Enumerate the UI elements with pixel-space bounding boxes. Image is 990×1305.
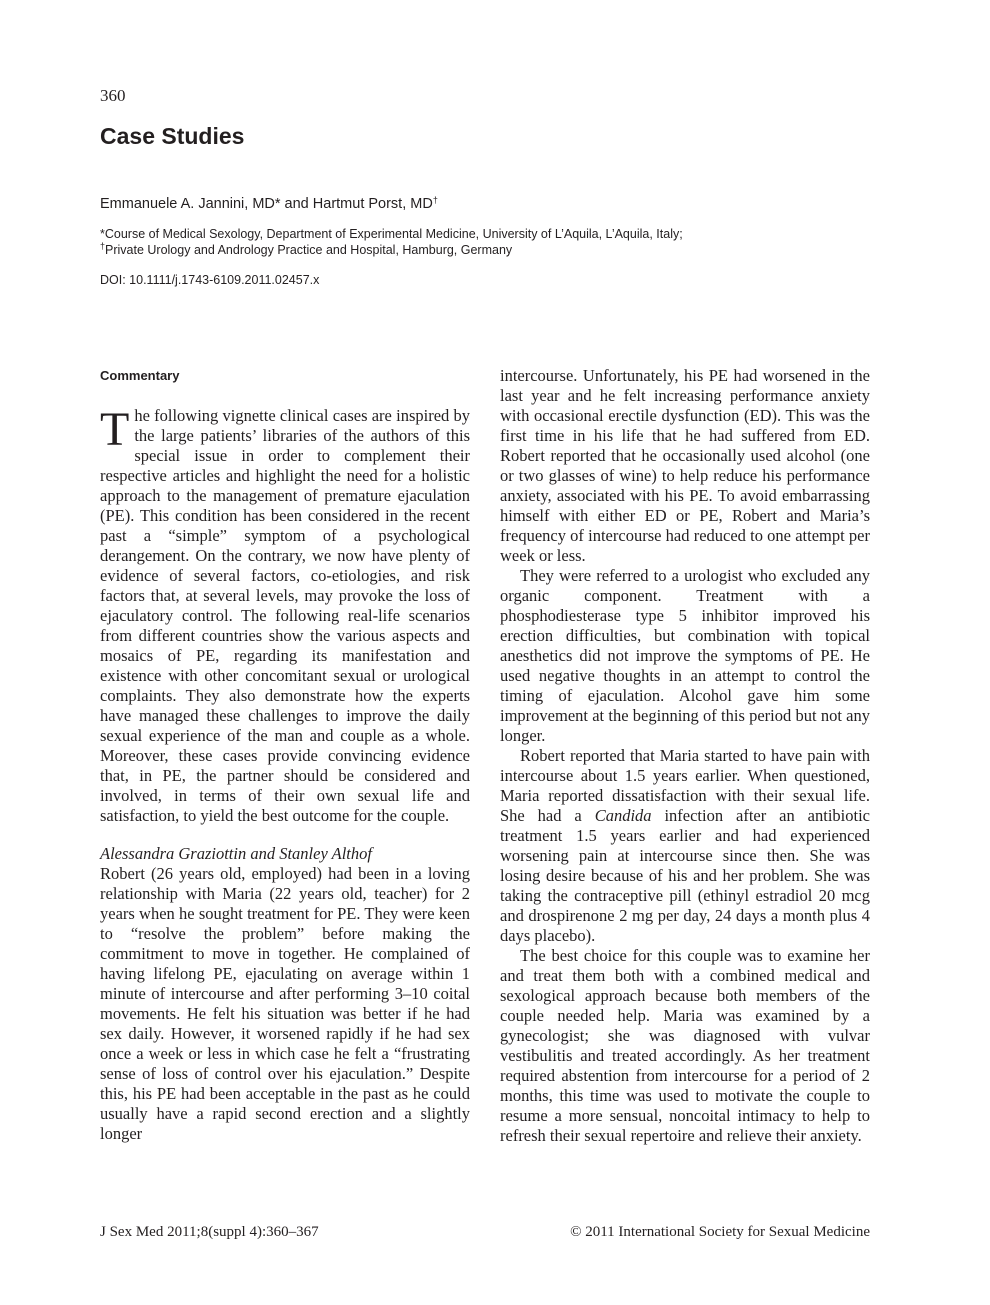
body-paragraph: They were referred to a urologist who excluded any organic component. Treatment with a phosphodiesterase type 5 inhibitor improved his erection difficulties, but combination with topical anesthetics did not improve the symptoms of PE. He used negative thoughts in an attempt to control the timing of ejaculation. Alcohol gave him some improvement at the beginning of this period but not any longer. (500, 566, 870, 745)
copyright-notice: © 2011 International Society for Sexual Medicine (570, 1224, 870, 1240)
journal-citation: J Sex Med 2011;8(suppl 4):360–367 (100, 1224, 319, 1240)
drop-cap: T (100, 403, 130, 456)
intro-paragraph-text: he following vignette clinical cases are inspired by the large patients’ libraries of the authors of this special issue in order to complement their respective articles and highlight the need for a holistic approach to the management of premature ejaculation (PE). This condition has been considered in the recent past a “simple” symptom of a psychological derangement. On the contrary, we now have plenty of evidence of several factors, co-etiologies, and risk factors that, at several levels, may provoke the loss of ejaculatory control. The following real-life scenarios from different countries show the various aspects and mosaics of PE, regarding its manifestation and existence with other concomitant sexual or urological complaints. They also demonstrate how the experts have managed these challenges to improve the daily sexual experience of the man and couple as a whole. Moreover, these cases provide convincing evidence that, in PE, the partner should be considered and involved, in terms of their own sexual life and satisfaction, to yield the best outcome for the couple. (100, 406, 470, 825)
paragraph-text: Robert reported that Maria started to have pain with intercourse about 1.5 years earlier. When questioned, Maria reported dissatisfaction with their sexual life. She had a (500, 746, 870, 825)
authors-line (100, 196, 438, 212)
body-paragraph (500, 746, 870, 946)
affiliations (100, 226, 683, 258)
affiliation-1: *Course of Medical Sexology, Department of Experimental Medicine, University of L’Aquila, L’Aquila, Italy; (100, 227, 683, 241)
body-paragraph: The best choice for this couple was to examine her and treat them both with a combined medical and sexological approach because both members of the couple needed help. Maria was examined by a gynecologist; she was diagnosed with vulvar vestibulitis and treated accordingly. As her treatment required abstention from intercourse for a period of 2 months, this time was used to motivate the couple to resume a more sensual, noncoital intimacy to help to refresh their sexual repertoire and relieve their anxiety. (500, 946, 870, 1145)
italic-term: Candida (594, 806, 652, 825)
body-paragraph: intercourse. Unfortunately, his PE had worsened in the last year and he felt increasing performance anxiety with occasional erectile dysfunction (ED). This was the first time in his life that he had suffered from ED. Robert reported that he occasionally used alcohol (one or two glasses of wine) to help reduce his performance anxiety, associated with his PE. To avoid embarrassing himself with either ED or PE, Robert and Maria’s frequency of intercourse had reduced to one attempt per week or less. (500, 366, 870, 565)
paragraph-text: infection after an antibiotic treatment 1.5 years earlier and had experienced worsening pain at intercourse since then. She was losing desire because of his and her problem. She was taking the contraceptive pill (ethinyl estradiol 20 mcg and drospirenone 2 mg per day, 24 days a month plus 4 days placebo). (500, 806, 870, 945)
dagger-mark: † (100, 241, 106, 251)
authors-text: Emmanuele A. Jannini, MD* and Hartmut Porst, MD (100, 196, 433, 212)
page-title: Case Studies (100, 123, 245, 149)
dagger-mark: † (432, 195, 438, 205)
case-author-heading: Alessandra Graziottin and Stanley Althof (100, 844, 372, 863)
doi: DOI: 10.1111/j.1743-6109.2011.02457.x (100, 273, 320, 287)
right-column (500, 366, 870, 1146)
left-column (100, 366, 470, 1144)
affiliation-2-text: Private Urology and Andrology Practice and Hospital, Hamburg, Germany (105, 243, 513, 257)
case-paragraph: Robert (26 years old, employed) had been in a loving relationship with Maria (22 years old, teacher) for 2 years when he sought treatment for PE. They were keen to “resolve the problem” before making the commitment to move in together. He complained of having lifelong PE, ejaculating on average within 1 minute of intercourse and after performing 3–10 coital movements. He felt his situation was better if he had sex daily. However, it worsened rapidly if he had sex once a week or less in which case he felt a “frustrating sense of loss of control over his ejaculation.” Despite this, his PE had been acceptable in the past as he could usually have a rapid second erection and a slightly longer (100, 864, 470, 1143)
page-number: 360 (100, 86, 126, 105)
intro-paragraph (100, 403, 470, 826)
section-heading: Commentary (100, 368, 180, 383)
affiliation-2 (100, 242, 683, 258)
